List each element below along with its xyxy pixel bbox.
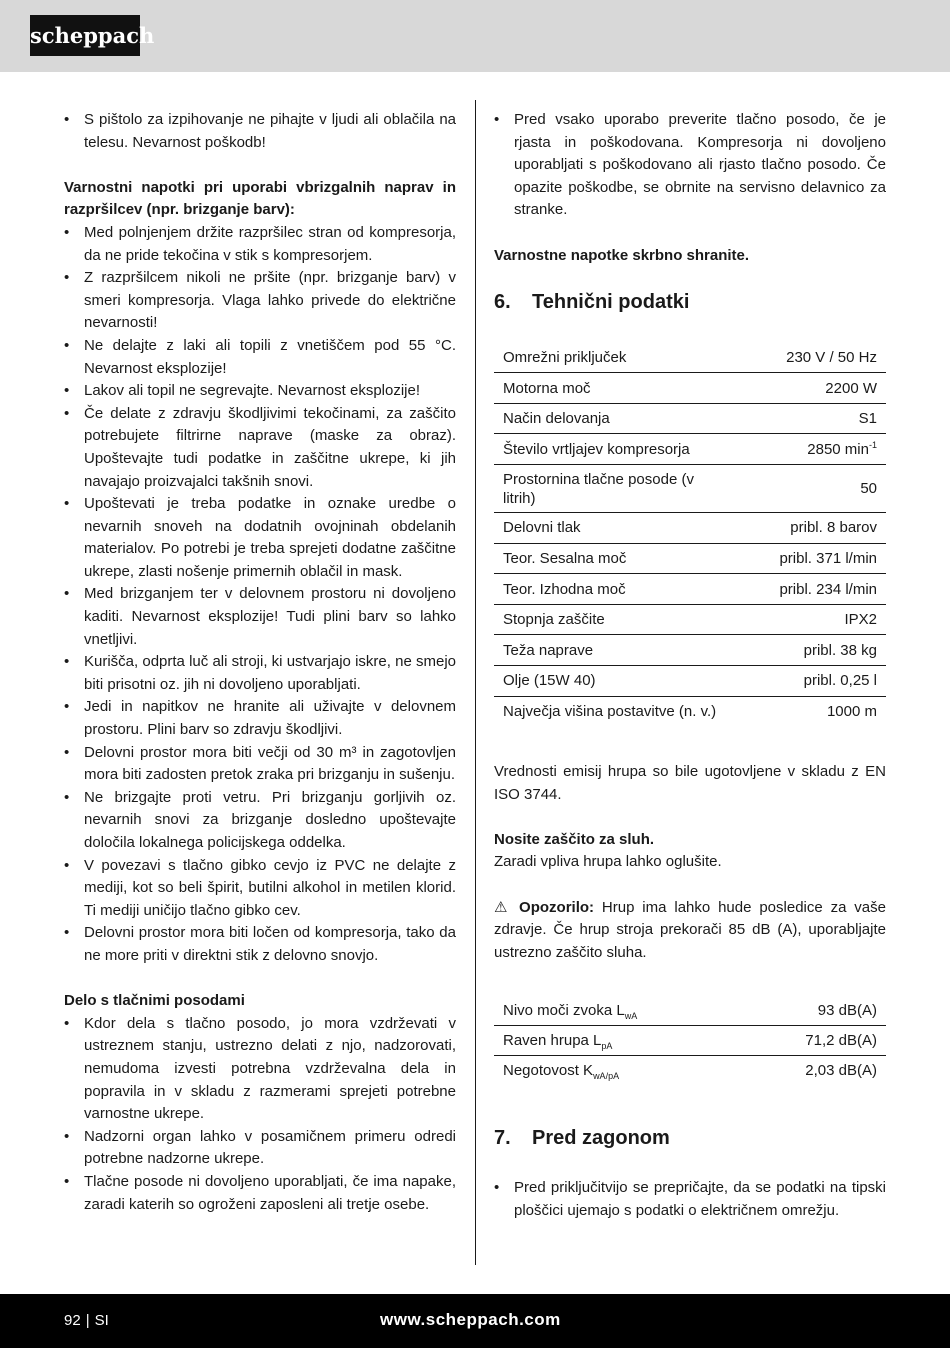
table-row <box>494 996 886 1026</box>
table-cell-value: pribl. 8 barov <box>732 513 886 544</box>
table-cell-label: Motorna moč <box>494 373 732 404</box>
list-item: • Tlačne posode ni dovoljeno uporabljati, če ima napake, zaradi katerih so ogroženi zaposleni ali tretje osebe. <box>64 1171 456 1216</box>
right-column <box>494 109 886 1222</box>
table-row <box>494 574 886 605</box>
ear-protection-text: Zaradi vpliva hrupa lahko oglušite. <box>494 853 722 871</box>
table-cell-label: Teor. Sesalna moč <box>494 543 732 574</box>
table-cell-label: Teor. Izhodna moč <box>494 574 732 605</box>
separator: | <box>85 1312 90 1329</box>
technical-data-table <box>494 342 886 727</box>
list-item: • Jedi in napitkov ne hranite ali uživajte v delovnem prostoru. Plini barv so zdravju škodljivi. <box>64 696 456 741</box>
table-cell-label: Število vrtljajev kompresorja <box>494 434 732 465</box>
table-cell-value: 2200 W <box>732 373 886 404</box>
spray-heading: Varnostni napotki pri uporabi vbrizgalnih naprav in razpršilcev (npr. brizganje barv): <box>64 178 456 219</box>
table-cell-value <box>732 434 886 465</box>
list-item: • Nadzorni organ lahko v posamičnem primeru odredi potrebne nadzorne ukrepe. <box>64 1126 456 1171</box>
label-subscript: wA <box>624 1011 638 1022</box>
label-subscript: wA/pA <box>593 1070 620 1081</box>
table-cell-value: 71,2 dB(A) <box>741 1026 886 1056</box>
ear-protection-heading: Nosite zaščito za sluh. <box>494 830 655 848</box>
table-row <box>494 1026 886 1056</box>
list-item: • Ne brizgajte proti vetru. Pri brizganju gorljivih oz. nevarnih snovi za brizganje dosledno upoštevajte določila lokalnega policijskega oddelka. <box>64 787 456 855</box>
table-cell-label: Delovni tlak <box>494 513 732 544</box>
table-cell-value: IPX2 <box>732 604 886 635</box>
section-title-text: Pred zagonom <box>532 1126 670 1149</box>
warning-triangle-icon: ⚠ <box>494 898 512 916</box>
table-row <box>494 434 886 465</box>
section-number: 6. <box>494 291 511 314</box>
value-text: 2850 min <box>807 440 869 458</box>
label-text: Nivo moči zvoka L <box>503 1002 625 1020</box>
list-item: • Delovni prostor mora biti večji od 30 m³ in zagotovljen mora biti zadosten pretok zraka pri brizganju in sušenju. <box>64 742 456 787</box>
label-text: Raven hrupa L <box>503 1032 602 1050</box>
table-cell-label <box>494 996 741 1026</box>
table-cell-label: Omrežni priključek <box>494 342 732 373</box>
website-link[interactable]: www.scheppach.com <box>380 1310 561 1329</box>
before-start-list <box>494 1177 886 1222</box>
list-item: • Upoštevati je treba podatke in oznake uredbe o nevarnih snoveh na dodatnih ovojninah obdelanih materialov. Po potrebi je treba sprejeti dodatne zaščitne ukrepe, zlasti nošenje primernih oblačil in mask. <box>64 493 456 583</box>
keep-instructions-note: Varnostne napotke skrbno shranite. <box>494 246 750 264</box>
table-cell-value: 93 dB(A) <box>741 996 886 1026</box>
list-item: • Pred vsako uporabo preverite tlačno posodo, če je rjasta in poškodovana. Kompresorja ni dovoljeno uporabljati s poškodovano ali rjasto tlačno posodo. Če opazite poškodbe, se obrnite na servisno delavnico za stranke. <box>494 109 886 222</box>
table-cell-label: Stopnja zaščite <box>494 604 732 635</box>
table-row <box>494 635 886 666</box>
list-item: • Ne delajte z laki ali topili z vnetiščem pod 55 °C. Nevarnost eksplozije! <box>64 335 456 380</box>
table-row <box>494 373 886 404</box>
table-cell-value: pribl. 371 l/min <box>732 543 886 574</box>
spray-list <box>64 222 456 968</box>
table-cell-label: Prostornina tlačne posode (v litrih) <box>494 465 732 513</box>
table-cell-value: 230 V / 50 Hz <box>732 342 886 373</box>
noise-data-table <box>494 996 886 1085</box>
list-item: • S pištolo za izpihovanje ne pihajte v ljudi ali oblačila na telesu. Nevarnost poškodb! <box>64 109 456 154</box>
table-cell-label: Največja višina postavitve (n. v.) <box>503 703 717 721</box>
table-cell-value: pribl. 38 kg <box>732 635 886 666</box>
page-footer <box>0 1294 950 1348</box>
table-cell-label <box>494 1055 741 1085</box>
table-row <box>494 543 886 574</box>
top-list <box>494 109 886 222</box>
table-cell-label: Teža naprave <box>494 635 732 666</box>
table-cell-value: pribl. 234 l/min <box>732 574 886 605</box>
list-item: • Če delate z zdravju škodljivimi tekočinami, za zaščito potrebujete filtrirne naprave (maske za obraz). Upoštevajte tudi podatke in zaščitne ukrepe, ki jih navajajo proizvajalci takšnih snovi. <box>64 403 456 493</box>
warning-label: Opozorilo: <box>519 898 595 916</box>
table-row <box>494 403 886 434</box>
list-item: • Delovni prostor mora biti ločen od kompresorja, tako da ne more priti v direktni stik z delovno snovjo. <box>64 922 456 967</box>
pressure-list <box>64 1013 456 1216</box>
emission-text: Vrednosti emisij hrupa so bile ugotovljene v skladu z EN ISO 3744. <box>494 763 886 803</box>
section-title-text: Tehnični podatki <box>532 291 690 314</box>
page-number-value: 92 <box>64 1312 81 1329</box>
table-cell-value: 2,03 dB(A) <box>805 1061 877 1079</box>
section-number: 7. <box>494 1126 511 1149</box>
table-cell-label <box>494 1026 741 1056</box>
warning-paragraph <box>494 897 886 965</box>
list-item: • Lakov ali topil ne segrevajte. Nevarnost eksplozije! <box>64 380 456 403</box>
table-cell-value: 50 <box>732 465 886 513</box>
section-title-before-start <box>494 1125 886 1151</box>
intro-list <box>64 109 456 154</box>
label-subscript: pA <box>601 1041 613 1052</box>
language-code: SI <box>94 1312 109 1329</box>
list-item: • V povezavi s tlačno gibko cevjo iz PVC ne delajte z mediji, kot so beli špirit, butilni alkohol in metilen klorid. Ti mediji uničijo tlačno gibko cev. <box>64 855 456 923</box>
left-column <box>64 109 456 1216</box>
table-cell-label: Olje (15W 40) <box>494 666 732 697</box>
table-cell-value: 1000 m <box>826 703 877 721</box>
table-row <box>494 342 886 373</box>
list-item: • Med brizganjem ter v delovnem prostoru ni dovoljeno kaditi. Nevarnost eksplozije! Tudi plini barv so lahko vnetljivi. <box>64 583 456 651</box>
pressure-vessel-heading: Delo s tlačnimi posodami <box>64 992 245 1010</box>
table-row <box>494 465 886 513</box>
column-divider <box>475 100 476 1265</box>
list-item: • Pred priključitvijo se prepričajte, da se podatki na tipski ploščici ujemajo s podatki o električnem omrežju. <box>494 1177 886 1222</box>
brand-logo: scheppach <box>30 15 140 56</box>
table-cell-value: S1 <box>732 403 886 434</box>
value-superscript: -1 <box>868 439 877 450</box>
list-item: • Med polnjenjem držite razpršilec stran od kompresorja, da ne pride tekočina v stik s kompresorjem. <box>64 222 456 267</box>
list-item: • Kdor dela s tlačno posodo, jo mora vzdrževati v ustreznem stanju, ustrezno delati z njo, nadzorovati, nemudoma izvesti potrebna vzdrževalna dela in popravila in v skladu z razmerami sprejeti potrebne varnostne ukrepe. <box>64 1013 456 1126</box>
table-cell-value: pribl. 0,25 l <box>732 666 886 697</box>
table-row <box>494 1055 886 1085</box>
page-number <box>64 1310 109 1332</box>
table-row <box>494 696 886 727</box>
label-text: Negotovost K <box>503 1061 594 1079</box>
warning-text: Hrup ima lahko hude posledice za vaše zdravje. Če hrup stroja prekorači 85 dB (A), uporabljajte ustrezno zaščito sluha. <box>494 898 886 961</box>
table-row <box>494 666 886 697</box>
section-title-technical-data <box>494 289 886 315</box>
page-header <box>0 0 950 72</box>
list-item: • Kurišča, odprta luč ali stroji, ki ustvarjajo iskre, ne smejo biti prisotni oz. jih ni dovoljeno uporabljati. <box>64 651 456 696</box>
table-cell-label: Način delovanja <box>494 403 732 434</box>
list-item: • Z razpršilcem nikoli ne pršite (npr. brizganje barv) v smeri kompresorja. Vlaga lahko privede do električne nevarnosti! <box>64 267 456 335</box>
table-row <box>494 513 886 544</box>
table-row <box>494 604 886 635</box>
